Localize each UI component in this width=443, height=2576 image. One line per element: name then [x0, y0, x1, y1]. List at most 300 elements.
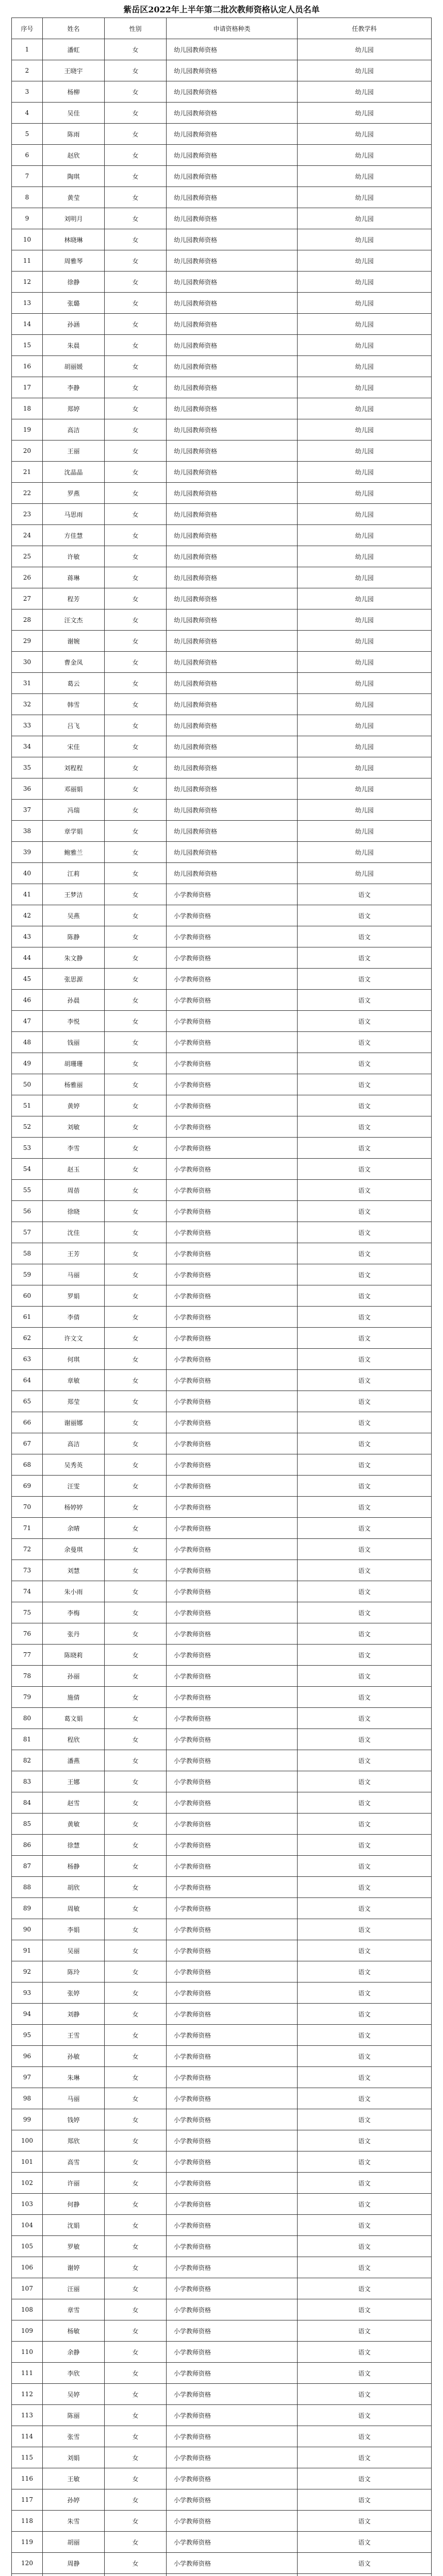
cell-name: 周雅琴	[43, 250, 105, 272]
cell-name: 黄莹	[43, 187, 105, 208]
table-row	[12, 1792, 432, 1814]
cell-cert-type: 小学教师资格	[167, 2320, 298, 2342]
cell-name: 吴丽	[43, 1940, 105, 1961]
cell-cert-type: 幼儿园教师资格	[167, 567, 298, 588]
table-row	[12, 1560, 432, 1581]
cell-cert-type: 小学教师资格	[167, 884, 298, 905]
cell-gender: 女	[105, 609, 167, 631]
cell-name: 李静	[43, 377, 105, 398]
cell-cert-type: 幼儿园教师资格	[167, 60, 298, 81]
table-row	[12, 1180, 432, 1201]
cell-name: 罗敏	[43, 2236, 105, 2257]
cell-index: 41	[12, 884, 43, 905]
cell-index: 111	[12, 2363, 43, 2384]
cell-gender: 女	[105, 398, 167, 419]
cell-index: 44	[12, 947, 43, 969]
table-row	[12, 1729, 432, 1750]
cell-gender: 女	[105, 2278, 167, 2299]
cell-gender: 女	[105, 1307, 167, 1328]
cell-cert-type: 小学教师资格	[167, 1666, 298, 1687]
cell-name: 陈雨	[43, 124, 105, 145]
cell-gender: 女	[105, 1877, 167, 1898]
cell-gender: 女	[105, 483, 167, 504]
cell-index: 2	[12, 60, 43, 81]
cell-gender: 女	[105, 2342, 167, 2363]
cell-name: 谢婷	[43, 2257, 105, 2278]
cell-name: 吕飞	[43, 715, 105, 736]
cell-name: 黄敏	[43, 1814, 105, 1835]
cell-subject: 幼儿园	[298, 588, 432, 609]
cell-index: 38	[12, 821, 43, 842]
cell-subject: 语文	[298, 2405, 432, 2426]
cell-gender: 女	[105, 2426, 167, 2447]
cell-gender: 女	[105, 1159, 167, 1180]
cell-index: 119	[12, 2532, 43, 2553]
table-row	[12, 419, 432, 440]
table-row	[12, 1877, 432, 1898]
cell-name: 张丹	[43, 1623, 105, 1645]
cell-gender: 女	[105, 2151, 167, 2173]
cell-index: 63	[12, 1349, 43, 1370]
cell-subject: 语文	[298, 2299, 432, 2320]
table-row	[12, 2257, 432, 2278]
cell-name: 高雪	[43, 2151, 105, 2173]
cell-subject: 语文	[298, 1518, 432, 1539]
cell-subject: 语文	[298, 2553, 432, 2574]
table-row	[12, 863, 432, 884]
cell-name: 李娟	[43, 1919, 105, 1940]
cell-subject: 语文	[298, 1349, 432, 1370]
cell-subject: 幼儿园	[298, 736, 432, 757]
cell-index: 50	[12, 1074, 43, 1095]
cell-name: 吴秀英	[43, 1454, 105, 1476]
cell-name: 潘虹	[43, 39, 105, 60]
table-row	[12, 884, 432, 905]
cell-index: 54	[12, 1159, 43, 1180]
cell-subject: 语文	[298, 1011, 432, 1032]
cell-name: 孙敏	[43, 2046, 105, 2067]
cell-subject: 语文	[298, 1729, 432, 1750]
cell-cert-type: 幼儿园教师资格	[167, 694, 298, 715]
cell-index: 65	[12, 1391, 43, 1412]
cell-cert-type: 小学教师资格	[167, 2025, 298, 2046]
cell-gender: 女	[105, 884, 167, 905]
cell-name: 汪文杰	[43, 609, 105, 631]
cell-cert-type: 幼儿园教师资格	[167, 673, 298, 694]
cell-cert-type: 幼儿园教师资格	[167, 778, 298, 800]
cell-cert-type: 小学教师资格	[167, 2511, 298, 2532]
cell-subject: 语文	[298, 2088, 432, 2109]
cell-gender: 女	[105, 462, 167, 483]
table-row	[12, 81, 432, 103]
cell-gender: 女	[105, 314, 167, 335]
cell-cert-type: 幼儿园教师资格	[167, 757, 298, 778]
cell-gender: 女	[105, 2109, 167, 2130]
table-row	[12, 2299, 432, 2320]
cell-cert-type: 小学教师资格	[167, 1856, 298, 1877]
cell-cert-type: 小学教师资格	[167, 1497, 298, 1518]
table-row	[12, 1940, 432, 1961]
cell-name: 张婷	[43, 1982, 105, 2004]
cell-subject: 幼儿园	[298, 335, 432, 356]
cell-cert-type: 小学教师资格	[167, 1307, 298, 1328]
cell-name: 陶琪	[43, 166, 105, 187]
cell-cert-type: 小学教师资格	[167, 1940, 298, 1961]
table-row	[12, 2532, 432, 2553]
table-row	[12, 2004, 432, 2025]
cell-name: 王敏	[43, 2468, 105, 2489]
table-row	[12, 1370, 432, 1391]
table-row	[12, 2363, 432, 2384]
cell-cert-type: 幼儿园教师资格	[167, 398, 298, 419]
cell-gender: 女	[105, 947, 167, 969]
cell-cert-type: 小学教师资格	[167, 2173, 298, 2194]
cell-gender: 女	[105, 1391, 167, 1412]
cell-gender: 女	[105, 1708, 167, 1729]
cell-gender: 女	[105, 103, 167, 124]
cell-subject: 幼儿园	[298, 631, 432, 652]
cell-subject: 语文	[298, 2236, 432, 2257]
cell-subject	[298, 2574, 432, 2576]
cell-subject: 幼儿园	[298, 272, 432, 293]
table-row	[12, 2511, 432, 2532]
cell-name: 陈丽	[43, 2405, 105, 2426]
cell-gender: 女	[105, 778, 167, 800]
cell-cert-type: 幼儿园教师资格	[167, 631, 298, 652]
cell-index: 1	[12, 39, 43, 60]
cell-index: 34	[12, 736, 43, 757]
table-row	[12, 1961, 432, 1982]
cell-gender: 女	[105, 2173, 167, 2194]
cell-index: 26	[12, 567, 43, 588]
cell-name: 王晓宇	[43, 60, 105, 81]
cell-index: 116	[12, 2468, 43, 2489]
cell-gender: 女	[105, 1264, 167, 1285]
cell-index: 66	[12, 1412, 43, 1433]
cell-cert-type: 小学教师资格	[167, 1919, 298, 1940]
cell-index: 62	[12, 1328, 43, 1349]
cell-gender: 女	[105, 250, 167, 272]
table-row	[12, 1116, 432, 1138]
cell-name: 刘慧	[43, 1560, 105, 1581]
cell-index: 96	[12, 2046, 43, 2067]
cell-subject: 幼儿园	[298, 229, 432, 250]
table-body	[12, 39, 432, 2576]
table-row	[12, 1222, 432, 1243]
cell-cert-type: 小学教师资格	[167, 2257, 298, 2278]
cell-gender: 女	[105, 2215, 167, 2236]
cell-gender: 女	[105, 2405, 167, 2426]
cell-index: 56	[12, 1201, 43, 1222]
table-row	[12, 250, 432, 272]
cell-subject: 语文	[298, 1476, 432, 1497]
cell-index: 48	[12, 1032, 43, 1053]
cell-name: 孙晨	[43, 990, 105, 1011]
table-row	[12, 2574, 432, 2576]
cell-gender: 女	[105, 1074, 167, 1095]
cell-index: 17	[12, 377, 43, 398]
cell-subject: 幼儿园	[298, 187, 432, 208]
cell-gender: 女	[105, 2320, 167, 2342]
cell-cert-type: 小学教师资格	[167, 2236, 298, 2257]
cell-gender: 女	[105, 2489, 167, 2511]
cell-gender: 女	[105, 1645, 167, 1666]
cell-subject: 幼儿园	[298, 483, 432, 504]
table-row	[12, 103, 432, 124]
cell-cert-type: 幼儿园教师资格	[167, 800, 298, 821]
cell-index: 113	[12, 2405, 43, 2426]
cell-cert-type: 小学教师资格	[167, 1518, 298, 1539]
cell-cert-type: 小学教师资格	[167, 1433, 298, 1454]
cell-subject: 幼儿园	[298, 440, 432, 462]
table-row	[12, 2088, 432, 2109]
cell-gender: 女	[105, 145, 167, 166]
cell-gender: 女	[105, 377, 167, 398]
cell-name: 郑欣	[43, 2130, 105, 2151]
cell-index: 23	[12, 504, 43, 525]
cell-index: 18	[12, 398, 43, 419]
cell-cert-type: 小学教师资格	[167, 2405, 298, 2426]
cell-cert-type: 幼儿园教师资格	[167, 821, 298, 842]
cell-index: 106	[12, 2257, 43, 2278]
cell-subject: 语文	[298, 1032, 432, 1053]
table-row	[12, 1856, 432, 1877]
table-row	[12, 1053, 432, 1074]
cell-subject: 语文	[298, 2363, 432, 2384]
cell-subject: 语文	[298, 1856, 432, 1877]
cell-subject: 语文	[298, 1222, 432, 1243]
table-row	[12, 208, 432, 229]
table-row	[12, 926, 432, 947]
cell-name: 孙婷	[43, 2489, 105, 2511]
cell-gender: 女	[105, 208, 167, 229]
cell-gender: 女	[105, 1201, 167, 1222]
cell-index: 115	[12, 2447, 43, 2468]
cell-name: 杨柳	[43, 81, 105, 103]
table-row	[12, 821, 432, 842]
cell-cert-type: 小学教师资格	[167, 1180, 298, 1201]
table-row	[12, 1814, 432, 1835]
table-row	[12, 652, 432, 673]
cell-subject: 幼儿园	[298, 863, 432, 884]
cell-cert-type: 小学教师资格	[167, 2299, 298, 2320]
cell-gender: 女	[105, 673, 167, 694]
cell-name: 王娜	[43, 1771, 105, 1792]
cell-index: 45	[12, 969, 43, 990]
cell-gender: 女	[105, 926, 167, 947]
cell-cert-type: 小学教师资格	[167, 990, 298, 1011]
cell-gender: 女	[105, 335, 167, 356]
cell-name: 王梦洁	[43, 884, 105, 905]
cell-index: 39	[12, 842, 43, 863]
cell-name: 钱婷	[43, 2109, 105, 2130]
cell-name: 汪丽	[43, 2278, 105, 2299]
cell-gender: 女	[105, 1053, 167, 1074]
cell-index: 58	[12, 1243, 43, 1264]
cell-subject: 语文	[298, 1771, 432, 1792]
cell-index: 7	[12, 166, 43, 187]
cell-subject: 语文	[298, 1454, 432, 1476]
cell-gender: 女	[105, 863, 167, 884]
cell-subject: 语文	[298, 2046, 432, 2067]
cell-index: 59	[12, 1264, 43, 1285]
cell-subject: 幼儿园	[298, 715, 432, 736]
table-row	[12, 609, 432, 631]
table-row	[12, 1898, 432, 1919]
cell-gender: 女	[105, 2236, 167, 2257]
cell-cert-type: 小学教师资格	[167, 2278, 298, 2299]
cell-index: 83	[12, 1771, 43, 1792]
cell-index: 101	[12, 2151, 43, 2173]
table-row	[12, 2215, 432, 2236]
cell-subject: 语文	[298, 1095, 432, 1116]
table-row	[12, 546, 432, 567]
table-row	[12, 1497, 432, 1518]
cell-index: 33	[12, 715, 43, 736]
cell-index: 108	[12, 2299, 43, 2320]
cell-subject: 幼儿园	[298, 525, 432, 546]
cell-name: 刘静	[43, 2004, 105, 2025]
cell-subject: 语文	[298, 969, 432, 990]
cell-index: 67	[12, 1433, 43, 1454]
cell-subject: 幼儿园	[298, 356, 432, 377]
cell-subject: 幼儿园	[298, 81, 432, 103]
cell-name: 周敏	[43, 1898, 105, 1919]
table-row	[12, 377, 432, 398]
cell-subject: 语文	[298, 1750, 432, 1771]
cell-subject: 语文	[298, 1581, 432, 1602]
cell-cert-type: 小学教师资格	[167, 1982, 298, 2004]
cell-subject: 语文	[298, 2532, 432, 2553]
cell-cert-type: 小学教师资格	[167, 2194, 298, 2215]
cell-name: 胡丽媛	[43, 356, 105, 377]
cell-gender: 女	[105, 39, 167, 60]
cell-cert-type: 小学教师资格	[167, 1581, 298, 1602]
cell-cert-type: 小学教师资格	[167, 1771, 298, 1792]
cell-index: 29	[12, 631, 43, 652]
cell-index: 73	[12, 1560, 43, 1581]
cell-cert-type: 小学教师资格	[167, 2130, 298, 2151]
cell-name: 杨敏	[43, 2320, 105, 2342]
cell-name: 李悦	[43, 1011, 105, 1032]
cell-gender: 女	[105, 1729, 167, 1750]
cell-index: 87	[12, 1856, 43, 1877]
cell-name: 刘程程	[43, 757, 105, 778]
cell-subject: 语文	[298, 1814, 432, 1835]
table-row	[12, 145, 432, 166]
cell-subject: 幼儿园	[298, 546, 432, 567]
cell-cert-type: 小学教师资格	[167, 2004, 298, 2025]
cell-name: 余晴	[43, 1518, 105, 1539]
cell-index: 91	[12, 1940, 43, 1961]
cell-subject: 幼儿园	[298, 567, 432, 588]
cell-cert-type: 小学教师资格	[167, 2553, 298, 2574]
cell-name: 沈佳	[43, 1222, 105, 1243]
table-row	[12, 947, 432, 969]
cell-subject: 语文	[298, 2067, 432, 2088]
cell-gender: 女	[105, 1940, 167, 1961]
cell-subject: 语文	[298, 1391, 432, 1412]
cell-index: 97	[12, 2067, 43, 2088]
cell-cert-type: 小学教师资格	[167, 1391, 298, 1412]
cell-cert-type: 小学教师资格	[167, 1370, 298, 1391]
table-row	[12, 1285, 432, 1307]
cell-index: 79	[12, 1687, 43, 1708]
cell-cert-type: 幼儿园教师资格	[167, 314, 298, 335]
cell-index: 12	[12, 272, 43, 293]
cell-cert-type: 小学教师资格	[167, 2067, 298, 2088]
cell-cert-type: 幼儿园教师资格	[167, 440, 298, 462]
cell-name: 葛文娟	[43, 1708, 105, 1729]
cell-gender: 女	[105, 1433, 167, 1454]
cell-gender: 女	[105, 2532, 167, 2553]
cell-index: 75	[12, 1602, 43, 1623]
cell-gender: 女	[105, 419, 167, 440]
cell-name: 曹金凤	[43, 652, 105, 673]
cell-cert-type: 小学教师资格	[167, 1729, 298, 1750]
cell-index: 21	[12, 462, 43, 483]
cell-name: 孙涵	[43, 314, 105, 335]
cell-gender: 女	[105, 1497, 167, 1518]
cell-subject: 语文	[298, 2194, 432, 2215]
cell-subject: 幼儿园	[298, 673, 432, 694]
cell-subject: 幼儿园	[298, 398, 432, 419]
cell-name: 马丽	[43, 1264, 105, 1285]
cell-index: 109	[12, 2320, 43, 2342]
cell-index: 4	[12, 103, 43, 124]
cell-cert-type: 小学教师资格	[167, 1201, 298, 1222]
cell-subject: 语文	[298, 2384, 432, 2405]
cell-subject: 语文	[298, 1539, 432, 1560]
cell-index: 20	[12, 440, 43, 462]
cell-gender: 女	[105, 1011, 167, 1032]
table-row	[12, 1201, 432, 1222]
table-row	[12, 778, 432, 800]
table-row	[12, 1708, 432, 1729]
table-row	[12, 2278, 432, 2299]
cell-name: 孙丽	[43, 1666, 105, 1687]
cell-index: 27	[12, 588, 43, 609]
cell-cert-type: 小学教师资格	[167, 1159, 298, 1180]
cell-subject: 语文	[298, 1433, 432, 1454]
cell-gender: 女	[105, 1476, 167, 1497]
cell-cert-type: 小学教师资格	[167, 2151, 298, 2173]
table-row	[12, 1666, 432, 1687]
table-row	[12, 2151, 432, 2173]
cell-index: 30	[12, 652, 43, 673]
cell-index: 82	[12, 1750, 43, 1771]
table-row	[12, 483, 432, 504]
cell-gender: 女	[105, 1623, 167, 1645]
header-gender: 性别	[105, 18, 167, 39]
cell-cert-type: 小学教师资格	[167, 1095, 298, 1116]
cell-gender: 女	[105, 1771, 167, 1792]
table-row	[12, 2236, 432, 2257]
cell-cert-type: 幼儿园教师资格	[167, 124, 298, 145]
table-row	[12, 2046, 432, 2067]
cell-index: 70	[12, 1497, 43, 1518]
cell-cert-type: 小学教师资格	[167, 1328, 298, 1349]
cell-name: 徐静	[43, 272, 105, 293]
cell-gender: 女	[105, 842, 167, 863]
cell-gender: 女	[105, 567, 167, 588]
cell-subject: 语文	[298, 2511, 432, 2532]
cell-name: 陈玲	[43, 1961, 105, 1982]
cell-cert-type: 小学教师资格	[167, 2215, 298, 2236]
cell-name: 马思雨	[43, 504, 105, 525]
table-row	[12, 2384, 432, 2405]
cell-cert-type: 小学教师资格	[167, 969, 298, 990]
